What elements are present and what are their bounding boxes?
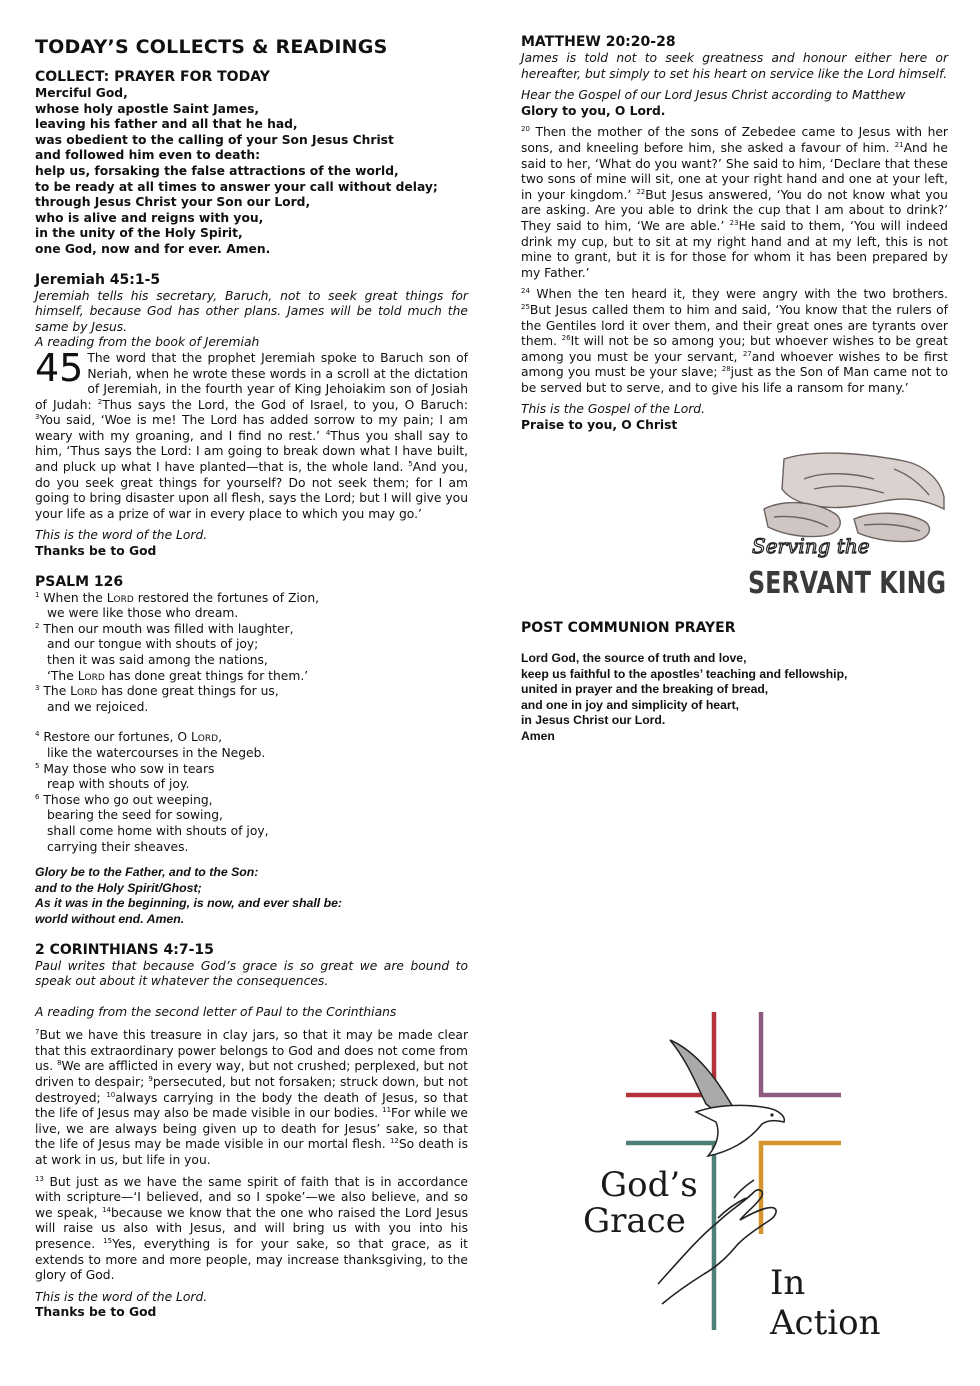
- jeremiah-reading-intro: A reading from the book of Jeremiah: [35, 335, 260, 350]
- servant-image-line2: SERVANT KING: [748, 566, 946, 601]
- matthew-text-1: $^{20}$ Then the mother of the sons of Zebedee came to Jesus with her sons, and kneeling before him, she asked a favour of him. $^{21}$And he said to her, ‘What do you want?’ She said to him, ‘Declare that these two sons of mine will sit, one at your right hand and one at your left, in your kingdom.’ $^{22}$But Jesus answered, ‘You do not know what you are asking. Are you able to drink the cup that I am about to drink?’ They said to him, ‘We are able.’ $^{23}$He said to them, ‘You will indeed drink my cup, but to sit at my right hand and at my left, this is not mine to grant, but it is for those for whom it has been prepared by my Father.’: [521, 125, 948, 280]
- psalm-line: bearing the seed for sowing,: [47, 808, 223, 823]
- lord-small-caps: Lord: [77, 668, 105, 683]
- psalm-line: reap with shouts of joy.: [47, 777, 190, 792]
- matthew-text-2: $^{24}$ When the ten heard it, they were angry with the two brothers. $^{25}$But Jesus called them to him and said, ‘You know that the rulers of the Gentiles lord it over them, and their great ones are tyrants over them. $^{26}$It will not be so among you; but whoever wishes to be great among you must be your servant, $^{27}$and whoever wishes to be first among you must be your slave; $^{28}$just as the Son of Man came not to be served but to serve, and to give his life a ransom for many.’: [521, 287, 948, 395]
- matthew-heading: MATTHEW 20:20-28: [521, 34, 676, 50]
- servant-image-line1: Serving the: [752, 534, 870, 558]
- psalm-line: $^1$ When the Lord restored the fortunes of Zion,: [35, 590, 320, 605]
- corinthians-text-1: $^7$But we have this treasure in clay jars, so that it may be made clear that this extraordinary power belongs to God and does not come from us. $^8$We are afflicted in every way, but not crushed; perplexed, but not driven to despair; $^9$persecuted, but not forsaken; struck down, but not destroyed; $^{10}$always carrying in the body the death of Jesus, so that the life of Jesus may also be made visible in our bodies. $^{11}$For while we live, we are always being given up to death for Jesus’ sake, so that the life of Jesus may be made visible in our mortal flesh. $^{12}$So death is at work in us, but life in you.: [35, 1028, 468, 1168]
- jeremiah-response: Thanks be to God: [35, 544, 157, 559]
- lord-small-caps: Lord: [106, 590, 134, 605]
- verse-number: 6: [35, 792, 40, 801]
- verse-number: 5: [35, 761, 40, 770]
- psalm-line: and our tongue with shouts of joy;: [47, 637, 259, 652]
- psalm-line: carrying their sheaves.: [47, 839, 189, 854]
- collect-heading: COLLECT: PRAYER FOR TODAY: [35, 69, 270, 85]
- left-column: [35, 36, 468, 1321]
- corinthians-text-2: $^{13}$ But just as we have the same spirit of faith that is in accordance with scripture—‘I believed, and so I spoke’—we also believe, and so we speak, $^{14}$because we know that the one who raised the Lord Jesus will raise us also with Jesus, and will bring us with you into his presence. $^{15}$Yes, everything is for your sake, so that grace, as it extends to more and more people, may increase thanksgiving, to the glory of God.: [35, 1174, 468, 1283]
- lord-small-caps: Lord: [70, 684, 98, 699]
- grace-image-line4: Action: [770, 1303, 881, 1343]
- jeremiah-heading: Jeremiah 45:1-5: [35, 271, 161, 288]
- corinthians-heading: 2 CORINTHIANS 4:7-15: [35, 941, 214, 958]
- psalm-line: ‘The Lord has done great things for them.’: [47, 668, 309, 683]
- psalm-line: then it was said among the nations,: [47, 653, 268, 667]
- psalm-line: $^4$ Restore our fortunes, O Lord,: [35, 730, 222, 745]
- verse-number: 3: [35, 684, 40, 693]
- gospel-intro: Hear the Gospel of our Lord Jesus Christ according to Matthew: [521, 88, 906, 103]
- psalm-line: and we rejoiced.: [47, 699, 149, 714]
- jeremiah-closing: This is the word of the Lord.: [35, 528, 208, 543]
- post-communion-prayer: Lord God, the source of truth and love, keep us faithful to the apostles’ teaching and fellowship, united in prayer and the breaking of bread, and one in joy and simplicity of heart, in Jesus Christ our Lord. Amen: [521, 651, 848, 743]
- jeremiah-intro: Jeremiah tells his secretary, Baruch, not to seek great things for himself, because God has other plans. James will be told much the same by Jesus.: [35, 288, 468, 334]
- grace-image-line2: Grace: [583, 1201, 686, 1241]
- jeremiah-text: 45 The word that the prophet Jeremiah spoke to Baruch son of Neriah, when he wrote these words in a scroll at the dictation of Jeremiah, in the fourth year of King Jehoiakim son of Josiah of Judah: $^2$Thus says the Lord, the God of Israel, to you, O Baruch: $^3$You said, ‘Woe is me! The Lord has added sorrow to my pain; I am weary with my groaning, and I find no rest.’ $^4$Thus you shall say to him, ‘Thus says the Lord: I am going to break down what I have built, and pluck up what I have planted—that is, the whole land. $^5$And you, do you seek great things for yourself? Do not seek them; for I am going to bring disaster upon all flesh, says the Lord; but I will give you your life as a prize of war in every place to which you may go.’: [35, 345, 468, 521]
- grace-image-line1: God’s: [600, 1165, 698, 1205]
- psalm-line: $^2$ Then our mouth was filled with laughter,: [35, 621, 294, 636]
- corinthians-closing: This is the word of the Lord.: [35, 1289, 208, 1304]
- verse-number: 1: [35, 590, 40, 599]
- gods-grace-in-action-image: [578, 1012, 881, 1352]
- post-communion-section: [521, 620, 948, 745]
- jeremiah-section: [35, 272, 468, 560]
- matthew-intro: James is told not to seek greatness and honour either here or hereafter, but simply to set his heart on service like the Lord himself.: [521, 51, 948, 81]
- psalm-heading: PSALM 126: [35, 573, 124, 590]
- psalm-line: we were like those who dream.: [47, 606, 239, 621]
- verse-number: 4: [35, 730, 40, 739]
- post-communion-heading: POST COMMUNION PRAYER: [521, 620, 736, 636]
- corinthians-response: Thanks be to God: [35, 1305, 157, 1320]
- gospel-response: Glory to you, O Lord.: [521, 103, 666, 118]
- chapter-number: 45: [35, 345, 84, 390]
- serving-the-servant-king-image: [744, 449, 949, 599]
- psalm-section: [35, 574, 468, 928]
- psalm-line: shall come home with shouts of joy,: [47, 823, 269, 838]
- psalm-line: $^3$ The Lord has done great things for us,: [35, 684, 279, 699]
- page-title: TODAY’S COLLECTS & READINGS: [35, 36, 388, 58]
- corinthians-intro: Paul writes that because God’s grace is so great we are bound to speak out about it whatever the consequences.: [35, 958, 468, 989]
- matthew-closing: This is the Gospel of the Lord.: [521, 402, 706, 417]
- psalm-text: [35, 591, 468, 856]
- matthew-response: Praise to you, O Christ: [521, 418, 678, 433]
- doxology: Glory be to the Father, and to the Son: and to the Holy Spirit/Ghost; As it was in the beginning, is now, and ever shall be: world without end. Amen.: [35, 865, 343, 926]
- corinthians-reading-intro: A reading from the second letter of Paul to the Corinthians: [35, 1004, 397, 1019]
- lord-small-caps: Lord: [190, 730, 219, 745]
- psalm-line: $^5$ May those who sow in tears: [35, 761, 215, 776]
- psalm-line: $^6$ Those who go out weeping,: [35, 792, 213, 807]
- collect-prayer: Merciful God, whose holy apostle Saint James, leaving his father and all that he had, was obedient to the calling of your Son Jesus Christ and followed him even to death: help us, forsaking the false attractions of the world, to be ready at all times to answer your call without delay; through Jesus Christ your Son our Lord, who is alive and reigns with you, in the unity of the Holy Spirit, one God, now and for ever. Amen.: [35, 86, 438, 256]
- verse-number: 2: [35, 621, 40, 630]
- corinthians-section: [35, 942, 468, 1321]
- psalm-line: like the watercourses in the Negeb.: [47, 745, 266, 760]
- grace-image-line3: In: [770, 1263, 806, 1303]
